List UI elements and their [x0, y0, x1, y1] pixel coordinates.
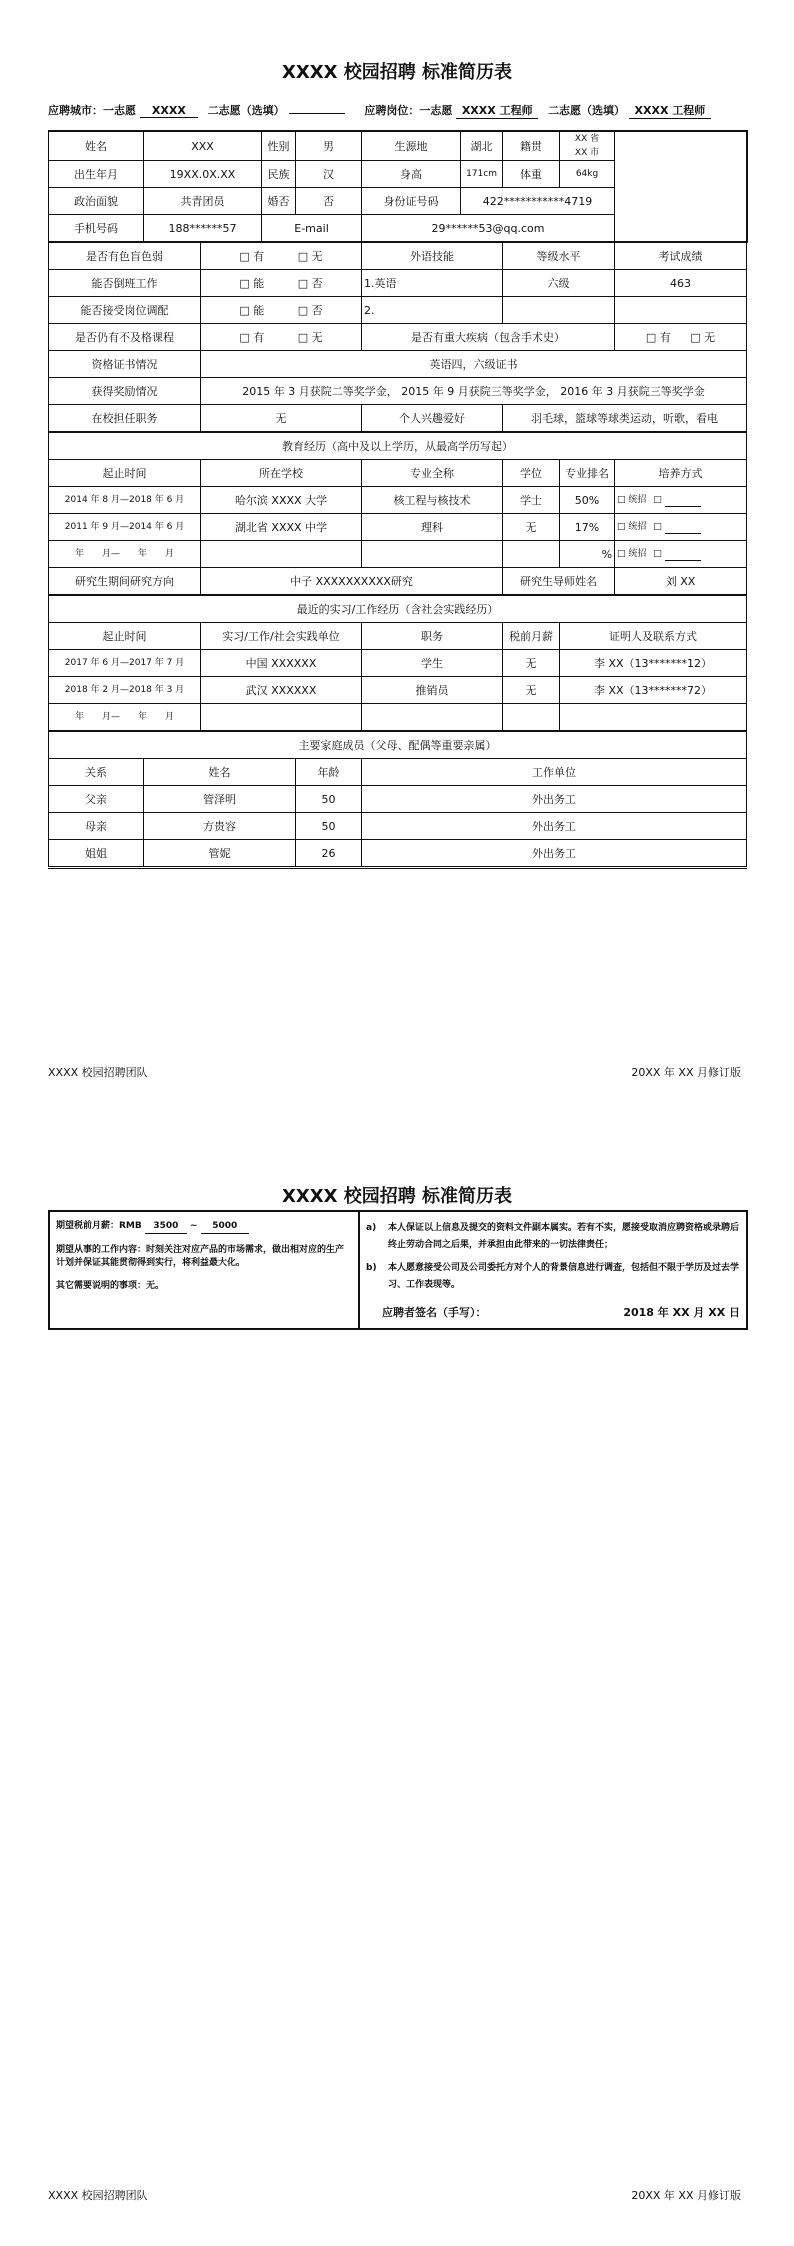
edu-rank[interactable]: 50%	[560, 487, 615, 514]
family-age[interactable]: 26	[296, 840, 362, 868]
post-first-choice[interactable]: XXXX 工程师	[456, 102, 538, 119]
family-header-name: 姓名	[144, 759, 296, 786]
footer-left: XXXX 校园招聘团队	[48, 2189, 148, 2202]
language-score-1[interactable]: 463	[615, 270, 747, 297]
family-name[interactable]: 方贵容	[144, 813, 296, 840]
email-value[interactable]: 29******53@qq.com	[362, 215, 615, 243]
family-unit[interactable]: 外出务工	[362, 840, 747, 868]
checkbox-cannot[interactable]: □ 否	[297, 276, 323, 290]
awards-label: 获得奖励情况	[49, 378, 201, 405]
phone-label: 手机号码	[49, 215, 144, 243]
family-age[interactable]: 50	[296, 813, 362, 840]
expectations-cell	[49, 1211, 359, 1329]
family-relation[interactable]: 姐姐	[49, 840, 144, 868]
signature-date[interactable]: 2018 年 XX 月 XX 日	[623, 1306, 740, 1319]
colorblind-label: 是否有色盲色弱	[49, 242, 201, 270]
photo-area[interactable]	[615, 131, 747, 242]
political-value[interactable]: 共青团员	[144, 188, 262, 215]
intern-role[interactable]: 学生	[362, 650, 503, 677]
internship-section-title: 最近的实习/工作经历（含社会实践经历）	[49, 595, 747, 623]
name-value[interactable]: XXX	[144, 131, 262, 161]
marital-label: 婚否	[262, 188, 296, 215]
family-header-relation: 关系	[49, 759, 144, 786]
ethnic-value[interactable]: 汉	[296, 161, 362, 188]
colorblind-options	[201, 242, 362, 270]
family-name[interactable]: 管泽明	[144, 786, 296, 813]
intern-period[interactable]: 2017 年 6 月—2017 年 7 月	[49, 650, 201, 677]
intern-unit[interactable]: 武汉 XXXXXX	[201, 677, 362, 704]
origin-label: 生源地	[362, 131, 461, 161]
commitment-table	[48, 1210, 748, 1330]
checkbox-no[interactable]: □ 无	[690, 330, 716, 344]
application-line	[48, 102, 711, 119]
salary-line: 期望税前月薪：RMB 3500 ~ 5000	[56, 1220, 352, 1234]
checkbox-can[interactable]: □ 能	[239, 276, 265, 290]
language-score-2[interactable]	[615, 297, 747, 324]
edu-header-major: 专业全称	[362, 460, 503, 487]
intern-header-period: 起止时间	[49, 623, 201, 650]
footer-left: XXXX 校园招聘团队	[48, 1066, 148, 1079]
checkbox-can[interactable]: □ 能	[239, 303, 265, 317]
family-header-age: 年龄	[296, 759, 362, 786]
family-header-unit: 工作单位	[362, 759, 747, 786]
edu-period[interactable]: 年 月— 年 月	[49, 541, 201, 568]
language-skill-2[interactable]: 2.	[362, 297, 503, 324]
family-relation[interactable]: 母亲	[49, 813, 144, 840]
email-label: E-mail	[262, 215, 362, 243]
checkbox-no[interactable]: □ 无	[297, 330, 323, 344]
work-content[interactable]: 期望从事的工作内容：时刻关注对应产品的市场需求，做出相对应的生产计划并保证其能贯彻得到实行，将利益最大化。	[56, 1245, 345, 1268]
shift-label: 能否倒班工作	[49, 270, 201, 297]
transfer-label: 能否接受岗位调配	[49, 297, 201, 324]
salary-min[interactable]: 3500	[145, 1220, 187, 1234]
intern-salary[interactable]: 无	[503, 650, 560, 677]
intern-period[interactable]: 年 月— 年 月	[49, 704, 201, 732]
intern-salary[interactable]: 无	[503, 677, 560, 704]
intern-header-unit: 实习/工作/社会实践单位	[201, 623, 362, 650]
edu-rank[interactable]: 17%	[560, 514, 615, 541]
edu-header-mode: 培养方式	[615, 460, 747, 487]
intern-header-salary: 税前月薪	[503, 623, 560, 650]
weight-value[interactable]: 64kg	[560, 161, 615, 188]
intern-ref[interactable]	[560, 704, 747, 732]
education-section-title: 教育经历（高中及以上学历，从最高学历写起）	[49, 432, 747, 460]
declaration-a: a) 本人保证以上信息及提交的资料文件副本属实。若有不实，愿接受取消应聘资格或录聘后终止劳动合同之后果，并承担由此带来的一切法律责任；	[366, 1223, 740, 1250]
checkbox-tongzhao[interactable]: □ 统招	[617, 548, 647, 559]
hobby-label: 个人兴趣爱好	[362, 405, 503, 433]
research-label: 研究生期间研究方向	[49, 568, 201, 596]
advisor-label: 研究生导师姓名	[503, 568, 615, 596]
language-skill-1[interactable]: 1.英语	[362, 270, 503, 297]
height-value[interactable]: 171cm	[461, 161, 503, 188]
school-posts-label: 在校担任职务	[49, 405, 201, 433]
checkbox-other[interactable]: □	[653, 522, 700, 532]
intern-header-ref: 证明人及联系方式	[560, 623, 747, 650]
edu-mode	[615, 487, 747, 514]
disease-label: 是否有重大疾病（包含手术史）	[362, 324, 615, 351]
gender-label: 性别	[262, 131, 296, 161]
failing-label: 是否仍有不及格课程	[49, 324, 201, 351]
political-label: 政治面貌	[49, 188, 144, 215]
salary-max[interactable]: 5000	[201, 1220, 249, 1234]
other-notes[interactable]: 其它需要说明的事项：无。	[56, 1281, 165, 1291]
edu-rank[interactable]: %	[560, 541, 615, 568]
post-label: 应聘岗位：一志愿	[364, 104, 453, 117]
declaration-cell	[359, 1211, 747, 1329]
height-label: 身高	[362, 161, 461, 188]
edu-header-rank: 专业排名	[560, 460, 615, 487]
family-section-title: 主要家庭成员（父母、配偶等重要亲属）	[49, 731, 747, 759]
advisor-value[interactable]: 刘 XX	[615, 568, 747, 596]
city-second-label: 二志愿（选填）	[207, 104, 285, 117]
edu-period[interactable]: 2014 年 8 月—2018 年 6 月	[49, 487, 201, 514]
disease-options	[615, 324, 747, 351]
native-label: 籍贯	[503, 131, 560, 161]
edu-major[interactable]: 核工程与核技术	[362, 487, 503, 514]
family-name[interactable]: 管妮	[144, 840, 296, 868]
checkbox-yes[interactable]: □ 有	[645, 330, 671, 344]
edu-school[interactable]: 湖北省 XXXX 中学	[201, 514, 362, 541]
checkbox-other[interactable]: □	[653, 549, 700, 559]
page-title: XXXX 校园招聘 标准简历表	[281, 62, 513, 83]
certs-label: 资格证书情况	[49, 351, 201, 378]
intern-header-role: 职务	[362, 623, 503, 650]
edu-mode	[615, 541, 747, 568]
id-value[interactable]: 422***********4719	[461, 188, 615, 215]
resume-table	[48, 130, 748, 869]
edu-school[interactable]: 哈尔滨 XXXX 大学	[201, 487, 362, 514]
intern-ref[interactable]: 李 XX（13*******72）	[560, 677, 747, 704]
phone-value[interactable]: 188******57	[144, 215, 262, 243]
signature-label[interactable]: 应聘者签名（手写）：	[382, 1306, 487, 1319]
school-posts-value[interactable]: 无	[201, 405, 362, 433]
page-title: XXXX 校园招聘 标准简历表	[281, 1186, 513, 1207]
family-age[interactable]: 50	[296, 786, 362, 813]
language-level-2[interactable]	[503, 297, 615, 324]
birth-label: 出生年月	[49, 161, 144, 188]
edu-degree[interactable]: 无	[503, 514, 560, 541]
awards-value[interactable]: 2015 年 3 月获院二等奖学金， 2015 年 9 月获院三等奖学金， 2016 年 3 月获院三等奖学金	[201, 378, 747, 405]
language-level-header: 等级水平	[503, 242, 615, 270]
language-score-header: 考试成绩	[615, 242, 747, 270]
intern-unit[interactable]	[201, 704, 362, 732]
failing-options	[201, 324, 362, 351]
family-unit[interactable]: 外出务工	[362, 786, 747, 813]
origin-value[interactable]: 湖北	[461, 131, 503, 161]
intern-unit[interactable]: 中国 XXXXXX	[201, 650, 362, 677]
id-label: 身份证号码	[362, 188, 461, 215]
declaration-b: b) 本人愿意接受公司及公司委托方对个人的背景信息进行调查，包括但不限于学历及过去学习、工作表现等。	[366, 1263, 740, 1290]
edu-degree[interactable]	[503, 541, 560, 568]
footer-right: 20XX 年 XX 月修订版	[631, 2189, 741, 2202]
certs-value[interactable]: 英语四，六级证书	[201, 351, 747, 378]
gender-value[interactable]: 男	[296, 131, 362, 161]
edu-header-period: 起止时间	[49, 460, 201, 487]
name-label: 姓名	[49, 131, 144, 161]
research-value[interactable]: 中子 XXXXXXXXXX研究	[201, 568, 503, 596]
edu-mode	[615, 514, 747, 541]
checkbox-yes[interactable]: □ 有	[239, 249, 265, 263]
edu-major[interactable]: 理科	[362, 514, 503, 541]
intern-salary[interactable]	[503, 704, 560, 732]
hobby-value[interactable]: 羽毛球，篮球等球类运动，听歌，看电	[503, 405, 747, 433]
intern-role[interactable]: 推销员	[362, 677, 503, 704]
family-relation[interactable]: 父亲	[49, 786, 144, 813]
language-skill-header: 外语技能	[362, 242, 503, 270]
family-unit[interactable]: 外出务工	[362, 813, 747, 840]
birth-value[interactable]: 19XX.0X.XX	[144, 161, 262, 188]
intern-role[interactable]	[362, 704, 503, 732]
ethnic-label: 民族	[262, 161, 296, 188]
signature-line	[366, 1304, 740, 1320]
native-province: XX 省	[574, 134, 600, 144]
edu-period[interactable]: 2011 年 9 月—2014 年 6 月	[49, 514, 201, 541]
city-first-choice[interactable]: XXXX	[140, 104, 198, 118]
post-second-choice[interactable]: XXXX 工程师	[629, 102, 711, 119]
language-level-1[interactable]: 六级	[503, 270, 615, 297]
edu-header-degree: 学位	[503, 460, 560, 487]
city-label: 应聘城市：一志愿	[48, 104, 136, 117]
weight-label: 体重	[503, 161, 560, 188]
intern-ref[interactable]: 李 XX（13*******12）	[560, 650, 747, 677]
post-second-label: 二志愿（选填）	[548, 104, 626, 117]
city-second-choice[interactable]	[289, 113, 345, 114]
native-city: XX 市	[574, 148, 600, 158]
checkbox-cannot[interactable]: □ 否	[297, 303, 323, 317]
checkbox-tongzhao[interactable]: □ 统招	[617, 521, 647, 532]
checkbox-tongzhao[interactable]: □ 统招	[617, 494, 647, 505]
checkbox-other[interactable]: □	[653, 495, 700, 505]
marital-value[interactable]: 否	[296, 188, 362, 215]
edu-header-school: 所在学校	[201, 460, 362, 487]
shift-options	[201, 270, 362, 297]
intern-period[interactable]: 2018 年 2 月—2018 年 3 月	[49, 677, 201, 704]
edu-school[interactable]	[201, 541, 362, 568]
native-value[interactable]	[560, 131, 615, 161]
checkbox-yes[interactable]: □ 有	[239, 330, 265, 344]
transfer-options	[201, 297, 362, 324]
edu-degree[interactable]: 学士	[503, 487, 560, 514]
edu-major[interactable]	[362, 541, 503, 568]
checkbox-no[interactable]: □ 无	[297, 249, 323, 263]
footer-right: 20XX 年 XX 月修订版	[631, 1066, 741, 1079]
